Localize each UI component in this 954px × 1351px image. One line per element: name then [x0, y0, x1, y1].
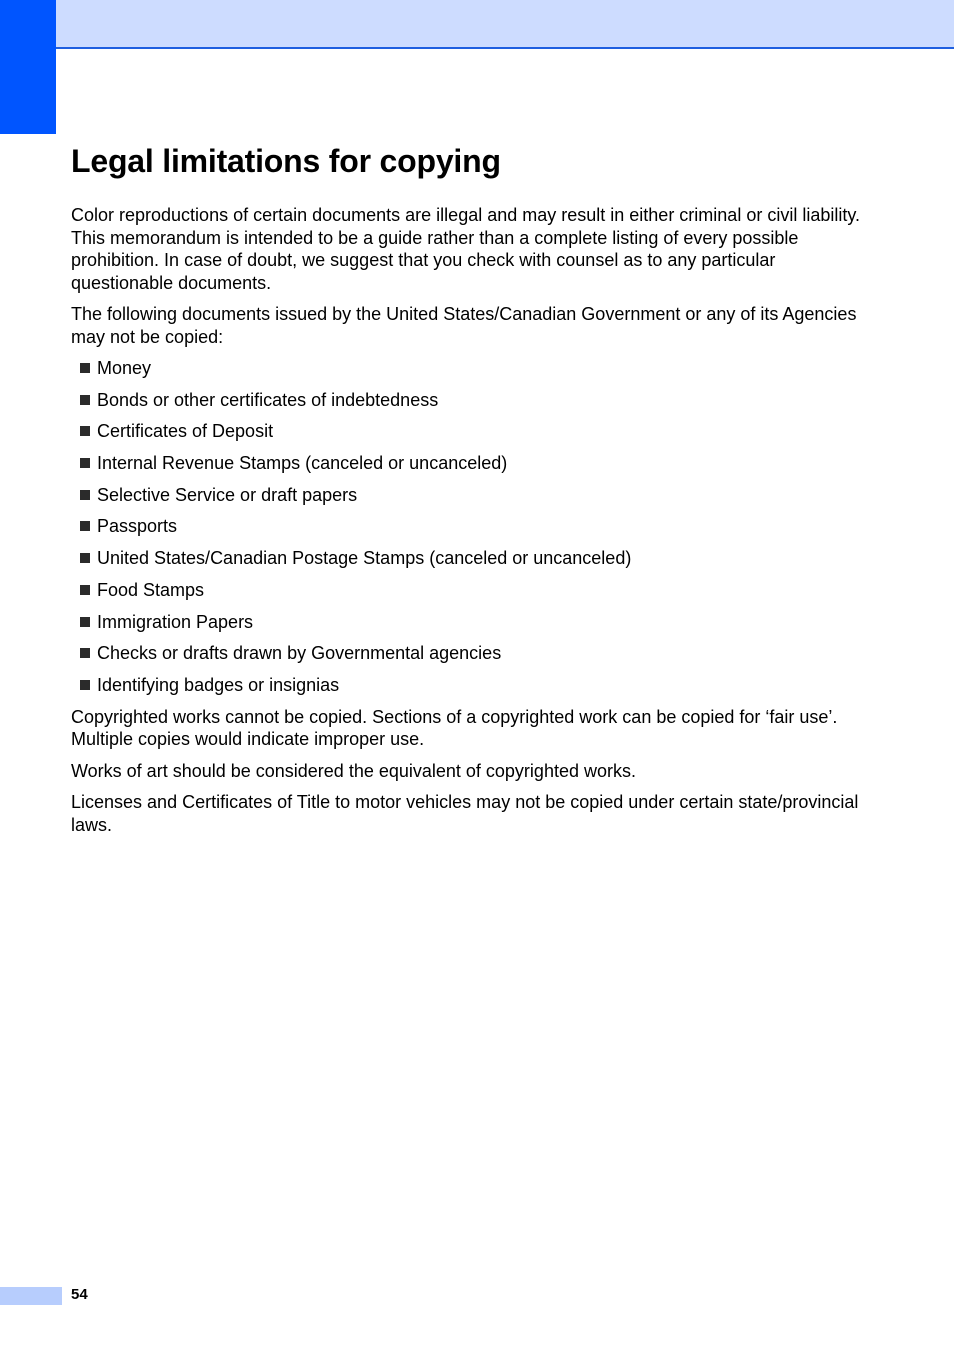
list-item	[71, 515, 871, 538]
square-bullet-icon	[80, 490, 90, 500]
list-item	[71, 420, 871, 443]
square-bullet-icon	[80, 617, 90, 627]
square-bullet-icon	[80, 553, 90, 563]
square-bullet-icon	[80, 585, 90, 595]
list-item-text: Food Stamps	[97, 579, 205, 600]
page-number: 54	[71, 1286, 88, 1303]
footer-band	[0, 1287, 62, 1305]
copyright-paragraph: Copyrighted works cannot be copied. Sections of a copyrighted work can be copied for ‘fair use’. Multiple copies would indicate improper use.	[71, 706, 838, 750]
list-item-text: Certificates of Deposit	[97, 421, 274, 442]
prohibited-documents-list	[71, 357, 871, 696]
list-item	[71, 357, 871, 380]
list-item	[71, 579, 871, 602]
square-bullet-icon	[80, 521, 90, 531]
list-item	[71, 674, 871, 697]
page-title: Legal limitations for copying	[71, 143, 501, 179]
list-item	[71, 484, 871, 507]
list-item-text: Money	[97, 358, 152, 378]
licenses-paragraph: Licenses and Certificates of Title to motor vehicles may not be copied under certain state/provincial laws.	[71, 792, 859, 835]
chapter-tab	[0, 0, 56, 134]
list-item-text: United States/Canadian Postage Stamps (canceled or uncanceled)	[97, 548, 632, 569]
square-bullet-icon	[80, 648, 90, 658]
square-bullet-icon	[80, 395, 90, 405]
list-item	[71, 547, 871, 570]
list-intro-paragraph: The following documents issued by the United States/Canadian Government or any of its Agencies may not be copied:	[71, 304, 857, 347]
square-bullet-icon	[80, 363, 90, 373]
square-bullet-icon	[80, 426, 90, 436]
list-item-text: Immigration Papers	[97, 611, 254, 632]
list-item	[71, 389, 871, 412]
square-bullet-icon	[80, 458, 90, 468]
list-item-text: Internal Revenue Stamps (canceled or uncanceled)	[97, 453, 508, 474]
list-item-text: Passports	[97, 516, 178, 537]
intro-paragraph: Color reproductions of certain documents are illegal and may result in either criminal or civil liability. This memorandum is intended to be a guide rather than a complete listing of every possible prohibition. In case of doubt, we suggest that you check with counsel as to any particular questionable documents.	[71, 205, 861, 293]
list-item-text: Identifying badges or insignias	[97, 674, 340, 695]
square-bullet-icon	[80, 680, 90, 690]
list-item-text: Bonds or other certificates of indebtedness	[97, 389, 439, 410]
list-item-text: Selective Service or draft papers	[97, 484, 358, 505]
list-item	[71, 452, 871, 475]
list-item	[71, 611, 871, 634]
list-item	[71, 642, 871, 665]
works-of-art-paragraph: Works of art should be considered the equivalent of copyrighted works.	[71, 760, 636, 781]
header-band	[0, 0, 954, 49]
list-item-text: Checks or drafts drawn by Governmental agencies	[97, 643, 502, 664]
page-content	[71, 140, 871, 845]
